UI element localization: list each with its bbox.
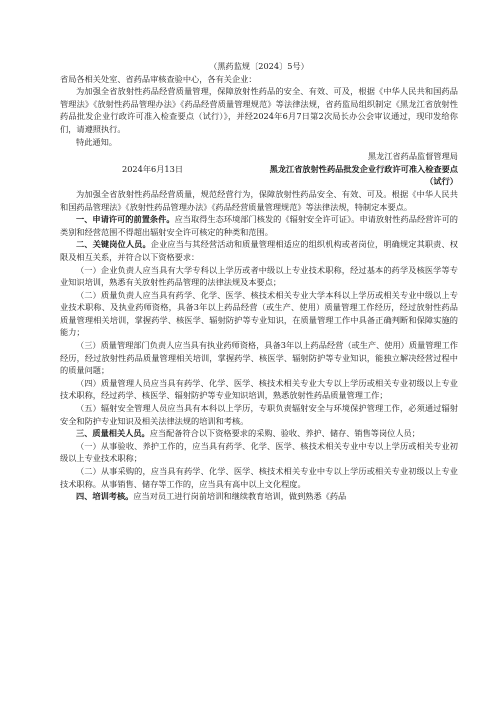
section-2-item-3: （三）质量管理部门负责人应当具有执业药师资格，具备3年以上药品经营（或生产、使用）质量管理工作经历，经过放射性药品质量管理相关培训，掌握药学、核医学、辐射防护等专业知识，能独立解决经营过程中的质量问题； [60, 340, 458, 376]
section-4-heading: 四、培训考核。 [76, 491, 134, 502]
section-2-item-5: （五）辐射安全管理人员应当具有本科以上学历，专职负责辐射安全与环境保护管理工作，必须通过辐射安全和防护专业知识及相关法律法规的培训和考核。 [60, 403, 458, 426]
notice-body: 为加强全省放射性药品经营质量管理，保障放射性药品的安全、有效、可及，根据《中华人民共和国药品管理法》《放射性药品管理办法》《药品经营质量管理规范》等法律法规，省药监局组织制定《黑龙江省放射性药品批发企业行政许可准入检查要点（试行）》，并经2024年6月7日第2次局长办公会审议通过，现印发给你们，请遵照执行。 [60, 86, 458, 134]
section-2-text: 企业应当与其经营活动和质量管理相适应的组织机构或者岗位，明确规定其职责、权限及相互关系，并符合以下资格要求： [60, 239, 458, 262]
doc-title-suffix: （试行） [425, 176, 458, 187]
section-2-item-1: （一）企业负责人应当具有大学专科以上学历或者中级以上专业技术职称，经过基本的药学及核医学等专业知识培训，熟悉有关放射性药品管理的法律法规及本要点； [60, 264, 458, 288]
section-3-item-1: （一）从事验收、养护工作的，应当具有药学、化学、医学、核技术相关专业中专以上学历或相关专业初级以上专业技术职称； [60, 440, 458, 464]
section-4-text: 应当对员工进行岗前培训和继续教育培训，做到熟悉《药品 [133, 491, 347, 502]
section-1-text: 应当取得生态环境部门核发的《辐射安全许可证》。申请放射性药品经营许可的类别和经营范围不得超出辐射安全许可核定的种类和范围。 [60, 214, 458, 237]
section-1 [60, 213, 458, 238]
title-row [60, 163, 458, 176]
section-2 [60, 238, 458, 263]
doc-title: 黑龙江省放射性药品批发企业行政许可准入检查要点 [269, 163, 458, 174]
notice-close: 特此通知。 [76, 136, 117, 147]
section-2-heading: 二、关键岗位人员。 [76, 239, 151, 250]
section-1-heading: 一、申请许可的前置条件。 [76, 214, 175, 225]
section-3-text: 应当配备符合以下资格要求的采购、验收、养护、储存、销售等岗位人员； [149, 428, 420, 439]
section-2-item-4: （四）质量管理人员应当具有药学、化学、医学、核技术相关专业大专以上学历或相关专业初级以上专业技术职称，经过药学、核医学、辐射防护等专业知识培训，熟悉放射性药品质量管理工作； [60, 377, 458, 401]
section-3 [60, 427, 458, 440]
salutation: 省局各相关处室、省药品审核查验中心，各有关企业： [60, 73, 257, 84]
intro-paragraph: 为加强全省放射性药品经营质量，规范经营行为，保障放射性药品安全、有效、可及。根据《中华人民共和国药品管理法》《放射性药品管理办法》《药品经营质量管理规范》等法律法规，特制定本要点。 [60, 188, 458, 212]
doc-number: （黑药监规〔2024〕5号） [209, 61, 309, 71]
section-2-item-2: （二）质量负责人应当具有药学、化学、医学、核技术相关专业大学本科以上学历或相关专业中级以上专业技术职称、及执业药师资格，具备3年以上药品经营（或生产、使用）质量管理工作经历，经过放射性药品质量管理相关培训，掌握药学、核医学、辐射防护等专业知识，在质量管理工作中具备正确判断和保障实施的能力； [60, 289, 458, 338]
section-3-item-2: （二）从事采购的，应当具有药学、化学、医学、核技术相关专业中专以上学历或相关专业初级以上专业技术职称。从事销售、储存等工作的，应当具有高中以上文化程度。 [60, 466, 458, 489]
section-3-heading: 三、质量相关人员。 [76, 428, 150, 439]
issuer: 黑龙江省药品监督管理局 [367, 151, 458, 162]
section-4 [60, 490, 458, 503]
issue-date: 2024年6月13日 [122, 163, 184, 174]
